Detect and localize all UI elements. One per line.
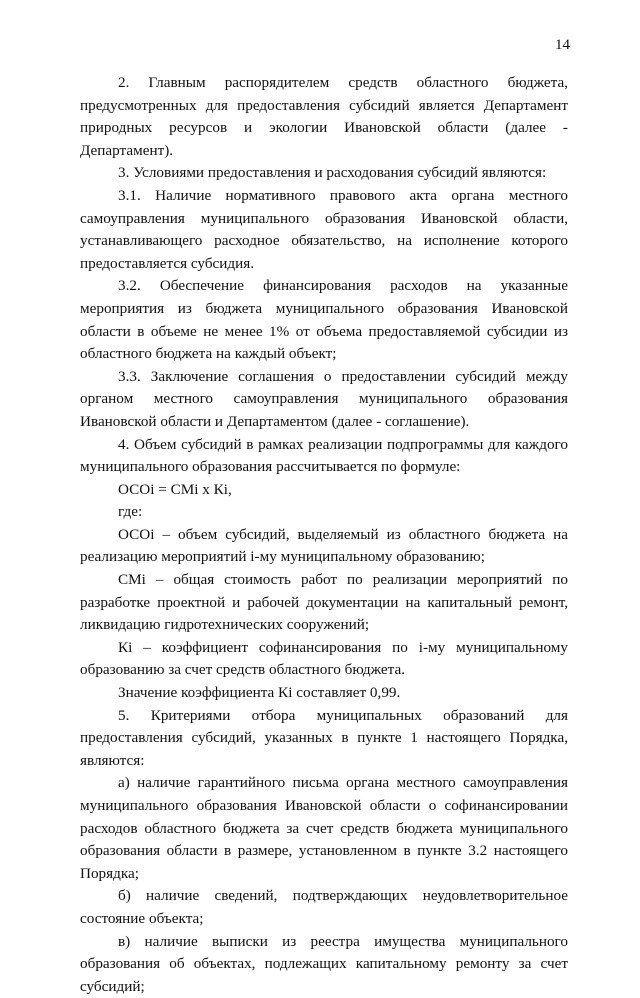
formula: ОСОi = СМi х Кi, bbox=[118, 480, 232, 498]
formula-where: где: bbox=[118, 503, 143, 521]
paragraph-3-conditions: 3. Условиями предоставления и расходования субсидий являются: bbox=[118, 164, 547, 182]
paragraph-3-2: 3.2. Обеспечение финансирования расходов на указанные мероприятия из бюджета муниципального образования Ивановской области в объеме не менее 1% от объема предоставляемой субсидии из областного бюджета на каждый объект; bbox=[80, 277, 568, 363]
formula-term-cm: СМi – общая стоимость работ по реализации мероприятий по разработке проектной и рабочей документации на капитальный ремонт, ликвидацию гидротехнических сооружений; bbox=[80, 571, 568, 634]
paragraph-5-criteria: 5. Критериями отбора муниципальных образований для предоставления субсидий, указанных в пункте 1 настоящего Порядка, являются: bbox=[80, 706, 568, 769]
criterion-c: в) наличие выписки из реестра имущества муниципального образования об объектах, подлежащих капитальному ремонту за счет субсидий; bbox=[80, 932, 568, 995]
paragraph-3-3: 3.3. Заключение соглашения о предоставлении субсидий между органом местного самоуправления муниципального образования Ивановской области и Департаментом (далее - соглашение). bbox=[80, 367, 568, 430]
criterion-a: а) наличие гарантийного письма органа местного самоуправления муниципального образования Ивановской области о софинансировании расходов областного бюджета за счет средств бюджета муниципального образования области в размере, установленном в пункте 3.2 настоящего Порядка; bbox=[80, 774, 568, 882]
criterion-b: б) наличие сведений, подтверждающих неудовлетворительное состояние объекта; bbox=[80, 887, 568, 927]
document-body bbox=[80, 72, 568, 998]
formula-term-oso: ОСОi – объем субсидий, выделяемый из областного бюджета на реализацию мероприятий i-му муниципальному образованию; bbox=[80, 525, 568, 566]
paragraph-4-volume: 4. Объем субсидий в рамках реализации подпрограммы для каждого муниципального образования рассчитывается по формуле: bbox=[80, 435, 568, 476]
coefficient-value: Значение коэффициента Кi составляет 0,99. bbox=[118, 684, 401, 702]
paragraph-3-1: 3.1. Наличие нормативного правового акта органа местного самоуправления муниципального образования Ивановской области, устанавливающего расходное обязательство, на исполнение которого предоставляется субсидия. bbox=[80, 186, 568, 272]
formula-term-k: Кi – коэффициент софинансирования по i-му муниципальному образованию за счет средств областного бюджета. bbox=[80, 638, 568, 679]
paragraph-2-main-administrator: 2. Главным распорядителем средств областного бюджета, предусмотренных для предоставления субсидий является Департамент природных ресурсов и экологии Ивановской области (далее - Департамент). bbox=[80, 74, 568, 159]
page-number: 14 bbox=[555, 37, 570, 53]
